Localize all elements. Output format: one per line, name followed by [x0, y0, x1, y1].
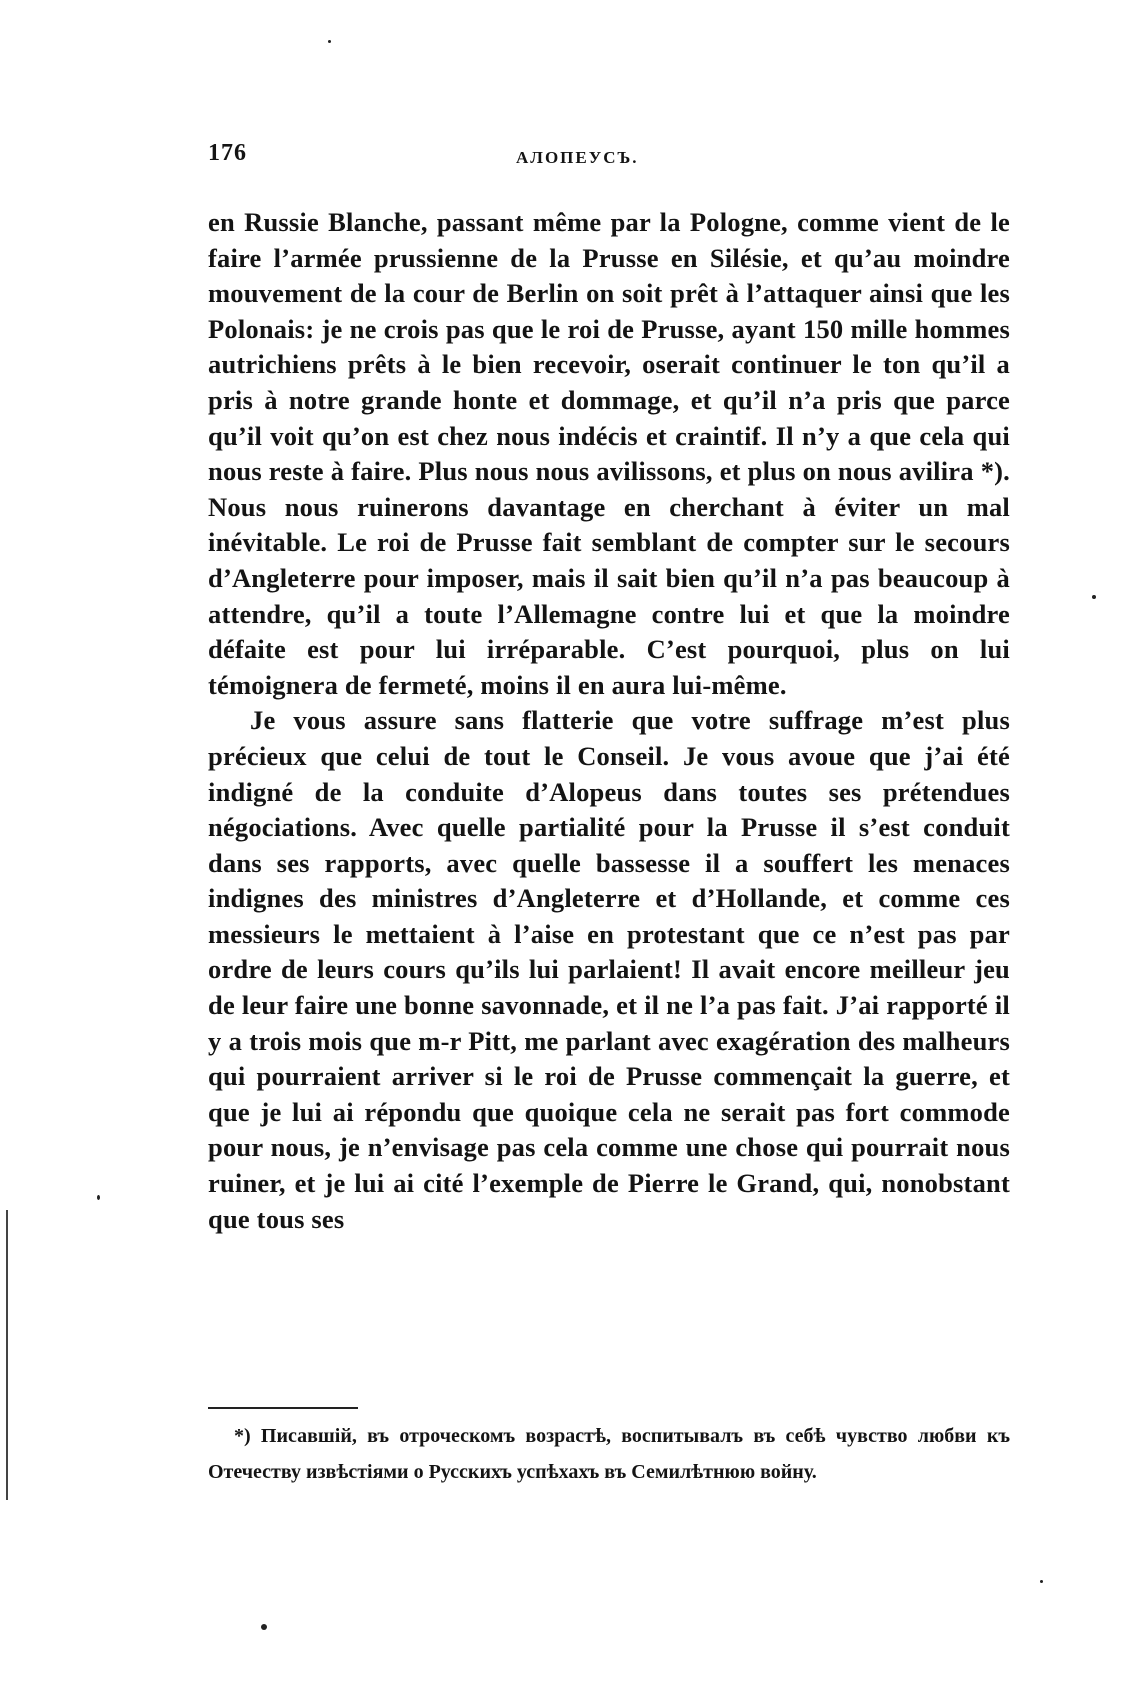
paragraph: Je vous assure sans flatterie que votre suffrage m’est plus précieux que celui de tout le Conseil. Je vous avoue que j’ai été indigné de la conduite d’Alopeus dans toutes ses prétendues négociations. Avec quelle partialité pour la Prusse il s’est conduit dans ses rapports, avec quelle bassesse il a souffert les menaces indignes des ministres d’Angleterre et d’Hollande, et comme ces messieurs le mettaient à l’aise en protestant que ce n’est pas par ordre de leurs cours qu’ils lui parlaient! Il avait encore meilleur jeu de leur faire une bonne savonnade, et il ne l’a pas fait. J’ai rapporté il y a trois mois que m-r Pitt, me parlant avec exagération des malheurs qui pourraient arriver si le roi de Prusse commençait la guerre, et que je lui ai répondu que quoique cela ne serait pas fort commode pour nous, je n’envisage pas cela comme une chose qui pourrait nous ruiner, et je lui ai cité l’exemple de Pierre le Grand, qui, nonobstant que tous ses — [208, 705, 1010, 1234]
footnote — [208, 1418, 1010, 1490]
scan-speck — [261, 1624, 267, 1630]
page-number: 176 — [208, 140, 247, 166]
footnote-text: *) Писавшій, въ отроческомъ возрастѣ, воспитывалъ въ себѣ чувство любви къ Отечеству извѣстіями о Русскихъ успѣхахъ въ Семилѣтнюю войну. — [208, 1425, 1010, 1483]
paragraph-continued: en Russie Blanche, passant même par la Pologne, comme vient de le faire l’armée prussienne de la Prusse en Silésie, et qu’au moindre mouvement de la cour de Berlin on soit prêt à l’attaquer ainsi que les Polonais: je ne crois pas que le roi de Prusse, ayant 150 mille hommes autrichiens prêts à le bien recevoir, oserait continuer le ton qu’il a pris à notre grande honte et dommage, et qu’il n’a pris que parce qu’il voit qu’on est chez nous indécis et craintif. Il n’y a que cela qui nous reste à faire. Plus nous nous avilissons, et plus on nous avilira *). Nous nous ruinerons davantage en cherchant à éviter un mal inévitable. Le roi de Prusse fait semblant de compter sur le secours d’Angleterre pour imposer, mais il sait bien qu’il n’a pas beaucoup à attendre, qu’il a toute l’Allemagne contre lui et que la moindre défaite est pour lui irréparable. C’est pourquoi, plus on lui témoignera de fermeté, moins il en aura lui-même. — [208, 207, 1010, 700]
main-text — [208, 205, 1010, 1237]
footnote-divider — [208, 1407, 358, 1409]
scan-edge-line — [6, 1210, 8, 1500]
running-title: АЛОПЕУСЪ. — [516, 148, 639, 167]
scan-speck — [1092, 595, 1096, 599]
scan-speck — [1040, 1580, 1043, 1583]
scan-speck — [97, 1195, 100, 1200]
scan-speck — [328, 40, 331, 43]
page-header — [208, 140, 1008, 180]
